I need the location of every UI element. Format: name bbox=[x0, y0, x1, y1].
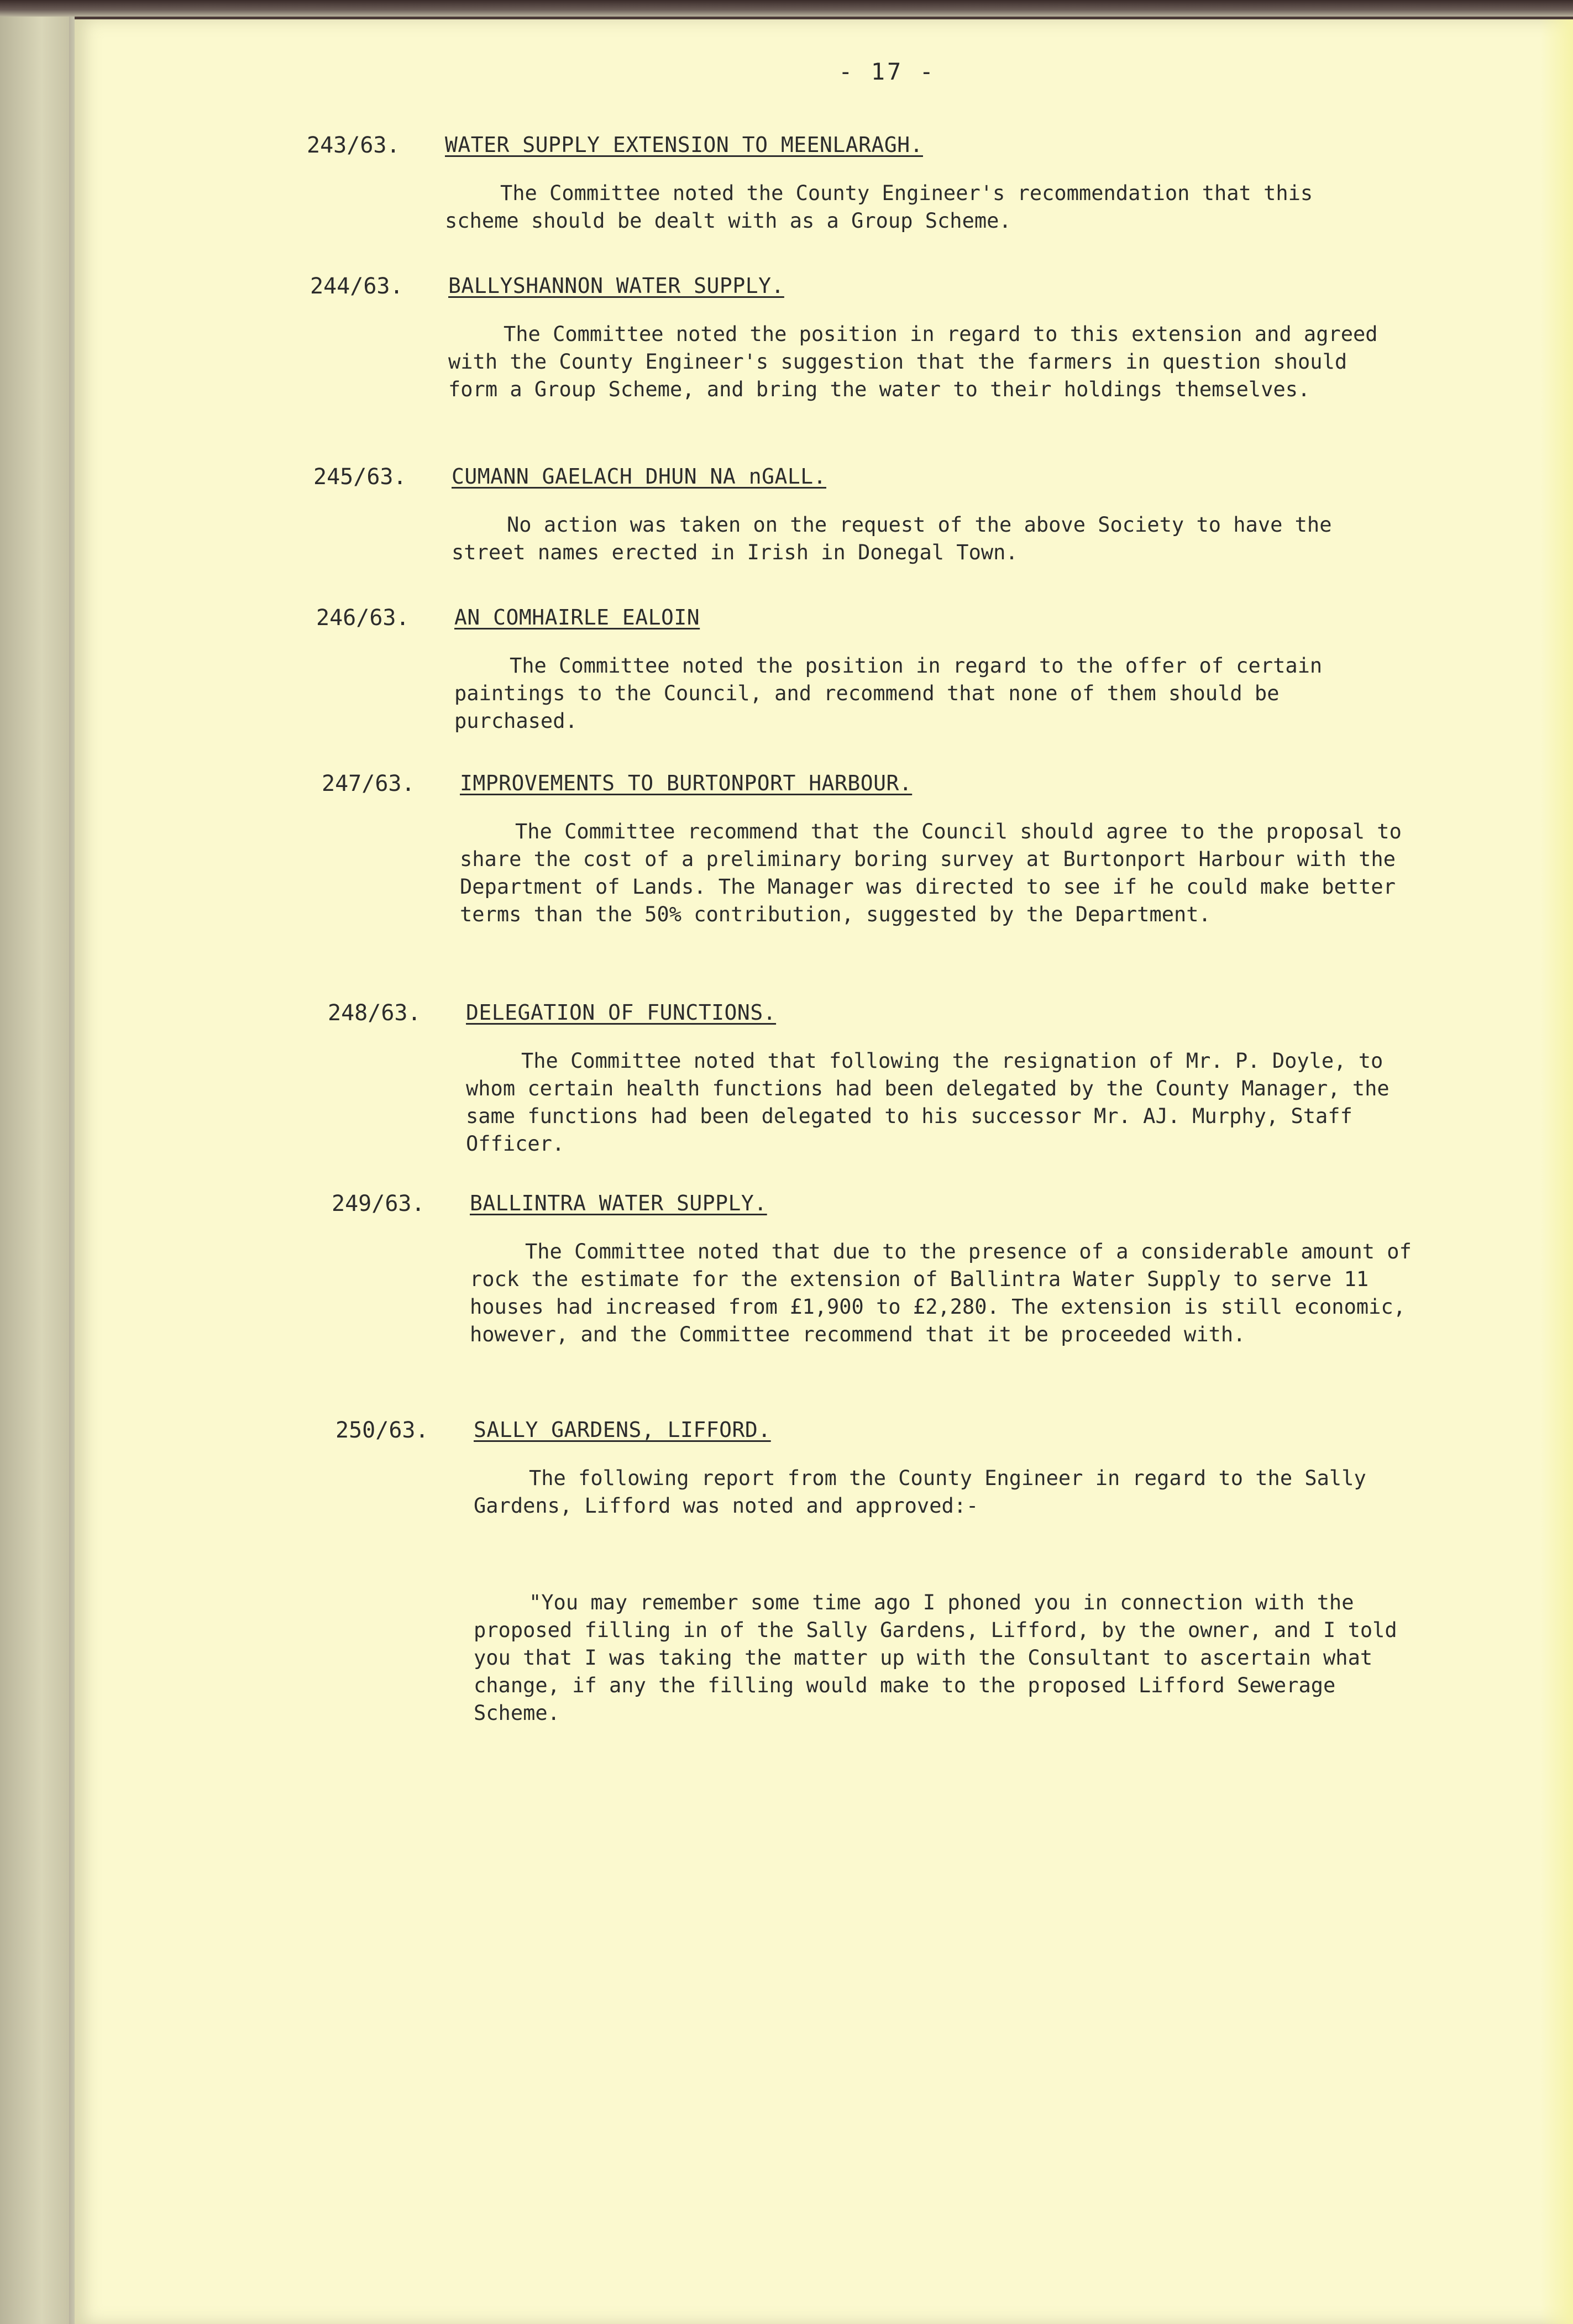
item-number: 247/63. bbox=[322, 771, 415, 796]
item-title: SALLY GARDENS, LIFFORD. bbox=[474, 1418, 771, 1442]
page-number: - 17 - bbox=[838, 58, 936, 85]
item-number: 245/63. bbox=[313, 464, 407, 490]
document-page bbox=[75, 19, 1573, 2324]
book-top-edge bbox=[0, 0, 1573, 17]
item-body: The Committee noted the County Engineer's recommendation that this scheme should be dealt with as a Group Scheme. bbox=[445, 181, 1313, 233]
item-title: DELEGATION OF FUNCTIONS. bbox=[466, 1000, 777, 1025]
item-body: The Committee noted the position in regard to the offer of certain paintings to the Council, and recommend that none of them should be purchased. bbox=[454, 654, 1323, 733]
item-number: 244/63. bbox=[310, 274, 403, 299]
item-title: IMPROVEMENTS TO BURTONPORT HARBOUR. bbox=[460, 771, 913, 795]
item-number: 246/63. bbox=[316, 605, 410, 631]
item-body: The Committee recommend that the Council should agree to the proposal to share the cost of a preliminary boring survey at Burtonport Harbour with the Department of Lands. The Manager was directed to see if he could make better terms than the 50% contribution, suggested by the Department. bbox=[460, 820, 1402, 926]
item-number: 250/63. bbox=[335, 1418, 429, 1443]
item-title: BALLINTRA WATER SUPPLY. bbox=[470, 1191, 767, 1215]
item-body: The Committee noted the position in regard to this extension and agreed with the County Engineer's suggestion that the farmers in question should form a Group Scheme, and bring the water to their holdings themselves. bbox=[448, 322, 1378, 401]
item-title: WATER SUPPLY EXTENSION TO MEENLARAGH. bbox=[445, 133, 923, 157]
item-body: The following report from the County Engineer in regard to the Sally Gardens, Lifford was noted and approved:- bbox=[474, 1466, 1366, 1518]
item-number: 249/63. bbox=[332, 1191, 425, 1216]
item-body: The Committee noted that due to the presence of a considerable amount of rock the estimate for the extension of Ballintra Water Supply to serve 11 houses had increased from £1,900 to £2,280. The extension is still economic, however, and the Committee recommend that it be proceeded with. bbox=[470, 1240, 1412, 1346]
item-body: The Committee noted that following the resignation of Mr. P. Doyle, to whom certain health functions had been delegated by the County Manager, the same functions had been delegated to his successor Mr. AJ. Murphy, Staff Officer. bbox=[466, 1049, 1390, 1156]
item-title: BALLYSHANNON WATER SUPPLY. bbox=[448, 274, 784, 298]
quoted-report: "You may remember some time ago I phoned you in connection with the proposed filling in of the Sally Gardens, Lifford, by the owner, and I told you that I was taking the matter up with the Consultant to ascertain what change, if any the filling would make to the proposed Lifford Sewerage Scheme. bbox=[474, 1591, 1397, 1725]
item-title: CUMANN GAELACH DHUN NA nGALL. bbox=[452, 464, 826, 489]
item-title: AN COMHAIRLE EALOIN bbox=[454, 605, 700, 629]
facing-page-edge bbox=[0, 17, 69, 2324]
item-number: 243/63. bbox=[307, 133, 400, 158]
item-body: No action was taken on the request of the above Society to have the street names erected in Irish in Donegal Town. bbox=[452, 513, 1332, 564]
item-number: 248/63. bbox=[328, 1000, 421, 1026]
